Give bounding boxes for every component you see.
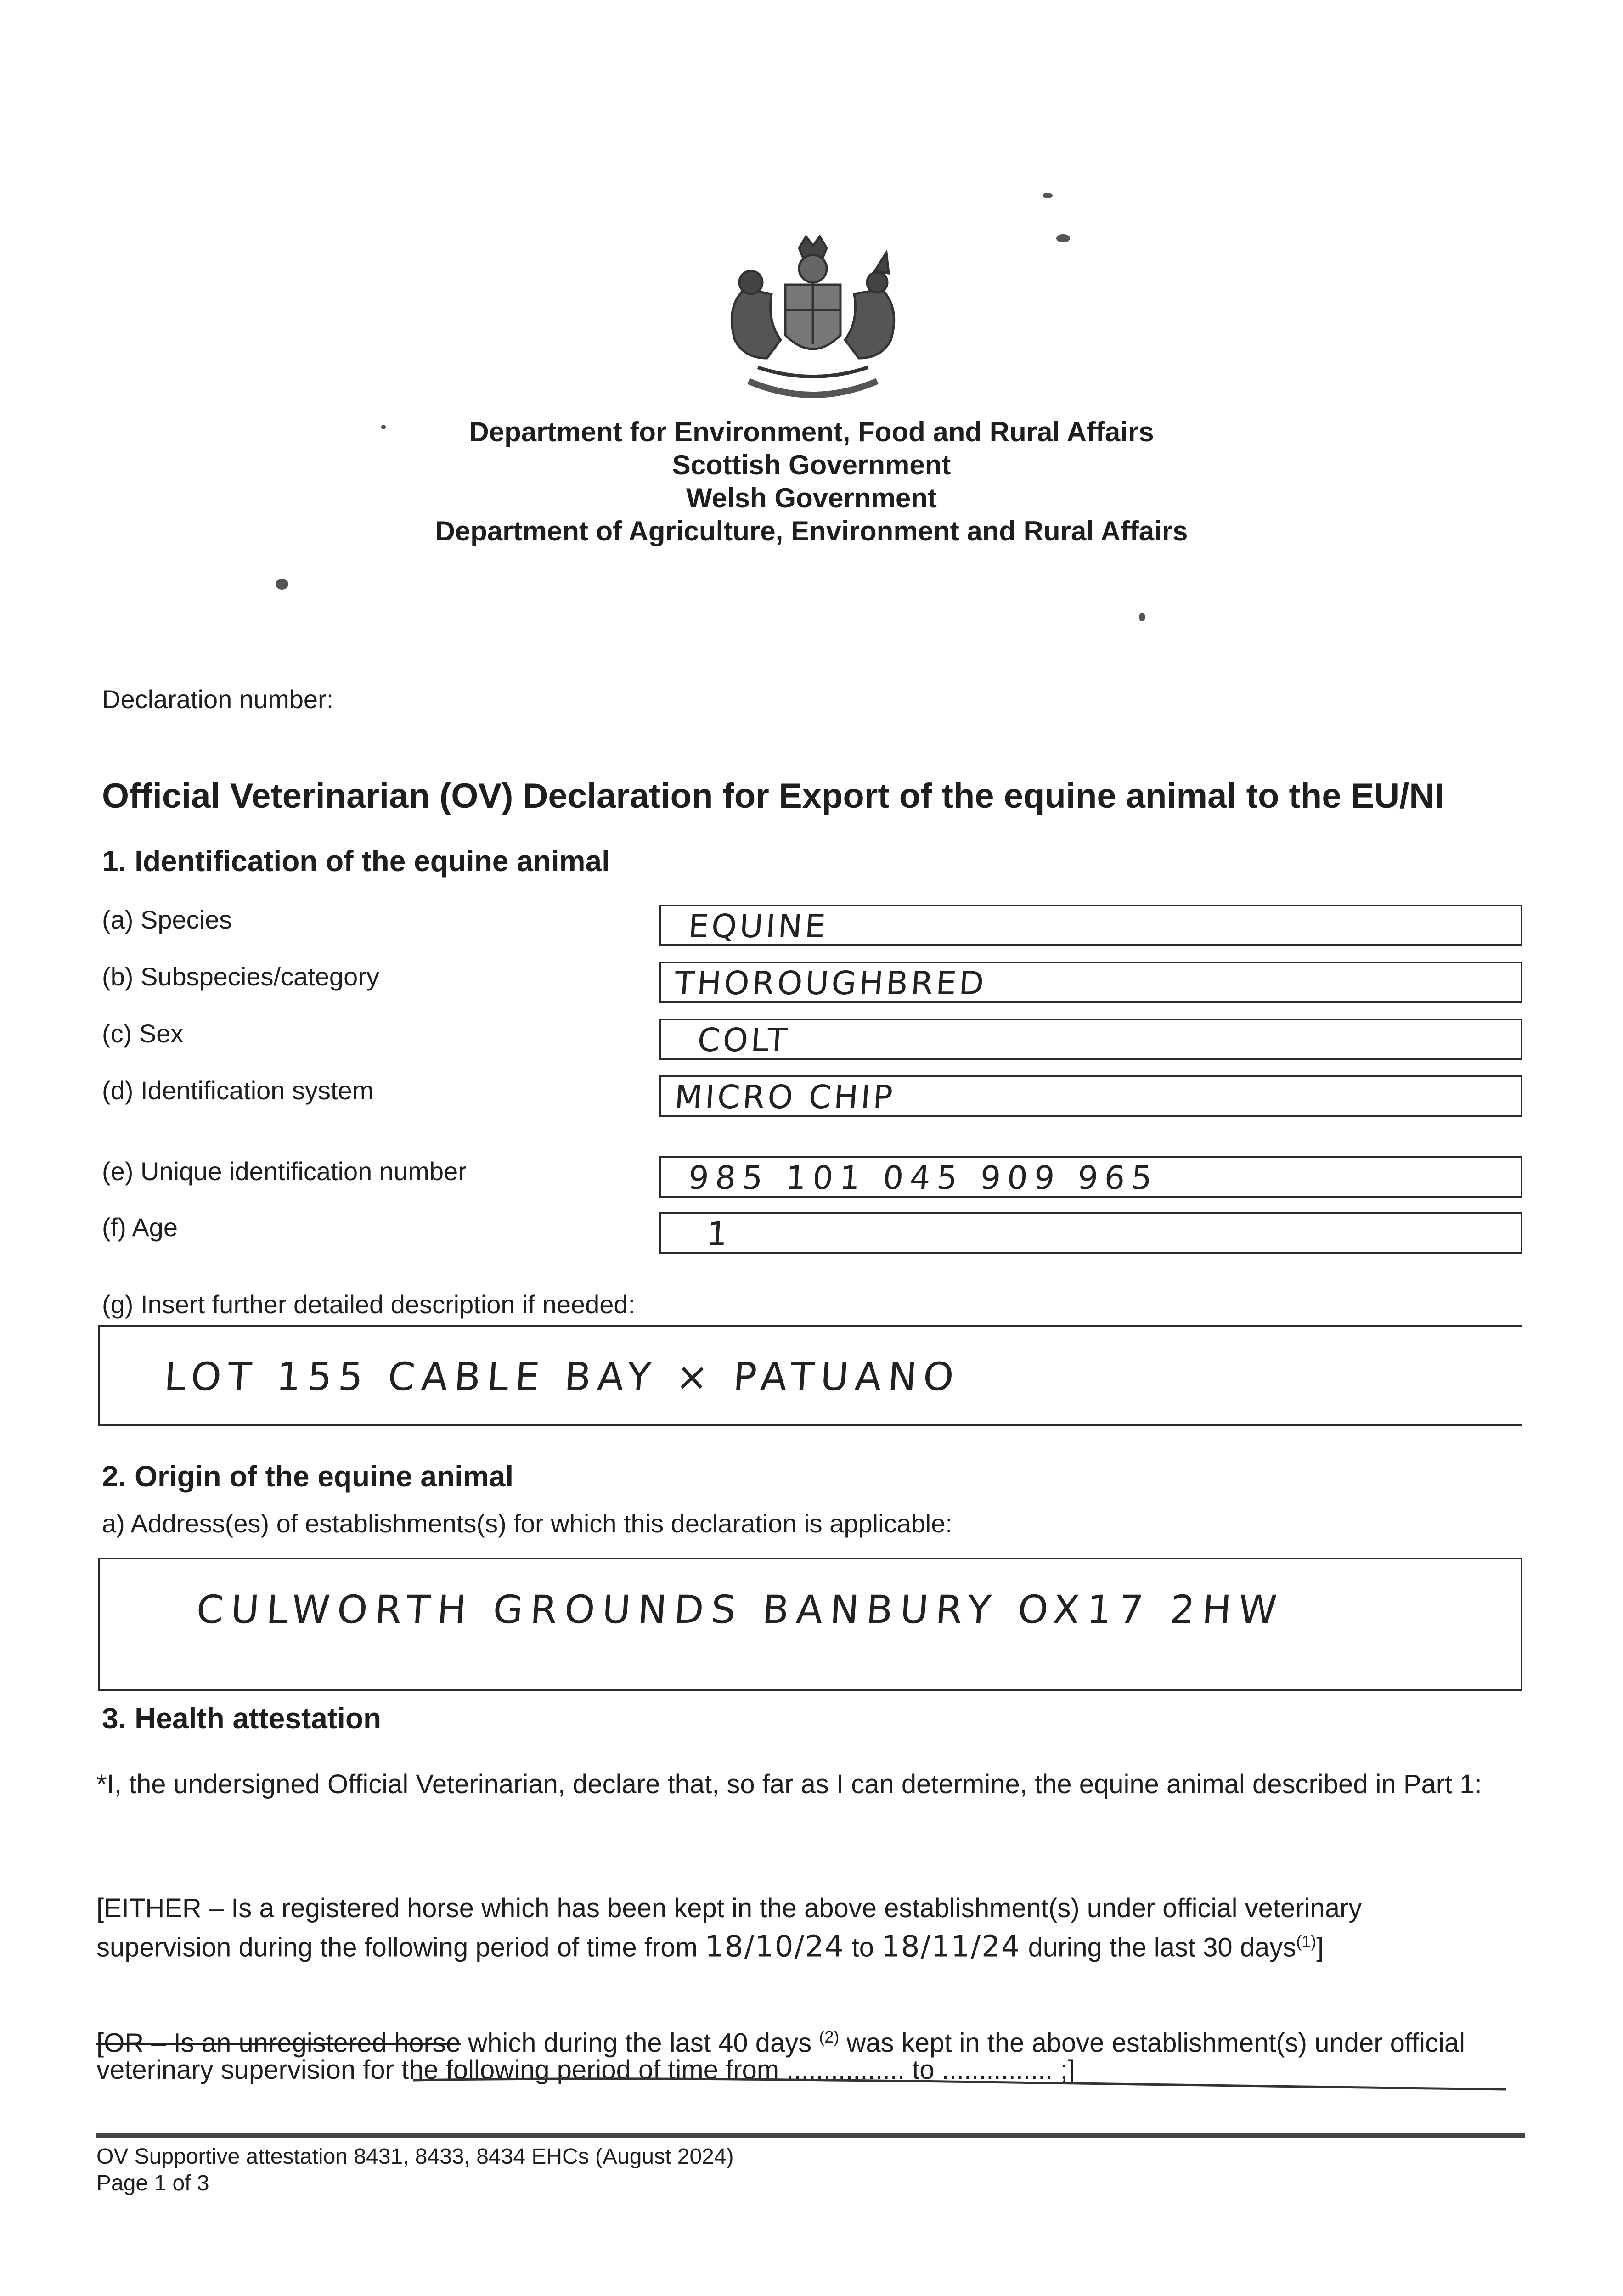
- footnote-2-ref: (2): [819, 2027, 840, 2046]
- species-field[interactable]: [659, 905, 1522, 946]
- subspecies-value: THOROUGHBRED: [673, 964, 988, 1002]
- or-supervision-text: veterinary supervision for the following period of time from: [96, 2055, 779, 2085]
- footnote-1-ref: (1): [1296, 1932, 1317, 1951]
- identification-system-label: (d) Identification system: [102, 1076, 374, 1105]
- either-from-date[interactable]: 18/10/24: [705, 1930, 845, 1964]
- further-description-field[interactable]: [98, 1325, 1522, 1426]
- or-kept-text: was kept in the above establishment(s) under official: [839, 2028, 1465, 2058]
- either-last-30-days: during the last 30 days: [1028, 1932, 1296, 1963]
- either-line-1: [EITHER – Is a registered horse which has been kept in the above establishment(s) under official veterinary: [96, 1893, 1362, 1923]
- subspecies-field[interactable]: [659, 962, 1522, 1003]
- dept-defra: Department for Environment, Food and Rural Affairs: [469, 416, 1154, 447]
- section-1-heading: 1. Identification of the equine animal: [102, 844, 610, 878]
- further-description-value: LOT 155 CABLE BAY × PATUANO: [163, 1354, 962, 1399]
- or-strike-line: [413, 2066, 1516, 2099]
- uid-field[interactable]: [659, 1156, 1522, 1198]
- footer-divider: [96, 2133, 1525, 2138]
- uid-value: 985 101 045 909 965: [687, 1159, 1160, 1197]
- or-last-40-days: which during the last 40 days: [461, 2028, 812, 2058]
- uid-label: (e) Unique identification number: [102, 1157, 467, 1186]
- dept-welsh-government: Welsh Government: [686, 483, 937, 513]
- identification-system-value: MICRO CHIP: [673, 1078, 897, 1116]
- address-label: a) Address(es) of establishments(s) for which this declaration is applicable:: [102, 1509, 952, 1538]
- age-field[interactable]: [659, 1212, 1522, 1254]
- scan-speck: [1056, 234, 1070, 242]
- species-value: EQUINE: [687, 907, 829, 945]
- page-title: Official Veterinarian (OV) Declaration for Export of the equine animal to the EU/NI: [102, 777, 1444, 816]
- either-to-date[interactable]: 18/11/24: [881, 1930, 1021, 1964]
- either-to-word: to: [851, 1932, 874, 1963]
- health-attestation-intro: *I, the undersigned Official Veterinarian, declare that, so far as I can determine, the equine animal described in Part 1:: [96, 1769, 1482, 1799]
- age-value: 1: [705, 1215, 732, 1253]
- species-label: (a) Species: [102, 905, 232, 934]
- sex-field[interactable]: [659, 1019, 1522, 1060]
- further-description-label: (g) Insert further detailed description if needed:: [102, 1290, 636, 1319]
- either-line-2: [96, 1925, 1324, 1964]
- section-2-heading: 2. Origin of the equine animal: [102, 1460, 514, 1493]
- or-unregistered-struck: [OR – Is an unregistered horse: [96, 2028, 461, 2058]
- or-period-blanks: ................ to ............... ;]: [786, 2055, 1075, 2085]
- scan-speck: [1139, 613, 1145, 621]
- either-close-bracket: ]: [1316, 1932, 1324, 1963]
- footer-attestation: OV Supportive attestation 8431, 8433, 8434 EHCs (August 2024): [96, 2144, 734, 2169]
- scan-speck: [1043, 193, 1053, 198]
- address-value: CULWORTH GROUNDS BANBURY OX17 2HW: [195, 1587, 1286, 1632]
- declaration-number-label: Declaration number:: [102, 685, 334, 714]
- sex-value: COLT: [696, 1021, 791, 1059]
- royal-coat-of-arms: [707, 230, 919, 413]
- dept-daera: Department of Agriculture, Environment and Rural Affairs: [435, 516, 1188, 546]
- footer-page-number: Page 1 of 3: [96, 2171, 209, 2195]
- age-label: (f) Age: [102, 1213, 178, 1242]
- section-3-heading: 3. Health attestation: [102, 1702, 382, 1735]
- scan-speck: [276, 579, 288, 590]
- dept-scottish-government: Scottish Government: [672, 450, 951, 480]
- address-field[interactable]: [98, 1558, 1522, 1691]
- either-supervision-text: supervision during the following period of time from: [96, 1932, 698, 1963]
- sex-label: (c) Sex: [102, 1019, 184, 1048]
- subspecies-label: (b) Subspecies/category: [102, 962, 379, 991]
- identification-system-field[interactable]: [659, 1075, 1522, 1117]
